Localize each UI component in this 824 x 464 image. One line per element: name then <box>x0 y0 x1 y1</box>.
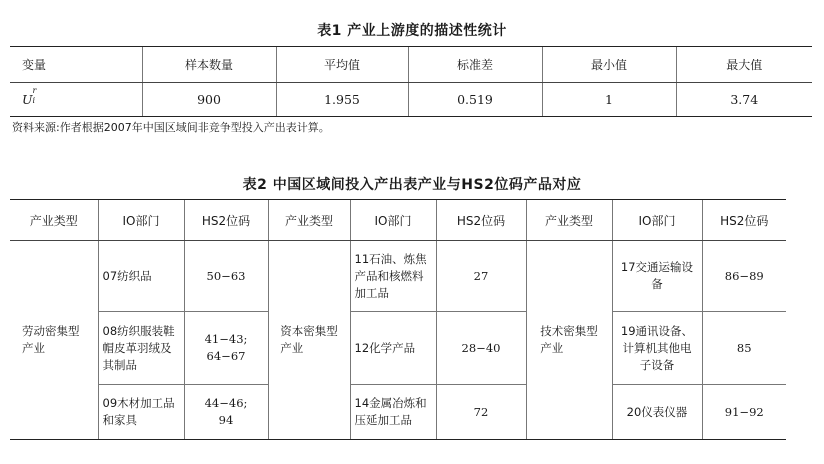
variable-superscript: r <box>32 86 37 95</box>
io-sector-cell: 19通讯设备、 计算机其他电 子设备 <box>612 312 702 385</box>
sd-cell: 0.519 <box>408 83 542 117</box>
header-industry-type: 产业类型 <box>526 200 612 241</box>
header-industry-type: 产业类型 <box>268 200 350 241</box>
table-row <box>10 83 812 117</box>
table1-title: 表1 产业上游度的描述性统计 <box>317 23 507 39</box>
hs2-code-cell: 41−43; 64−67 <box>184 312 268 385</box>
io-sector-cell: 09木材加工品 和家具 <box>98 385 184 440</box>
hs2-code-cell: 44−46; 94 <box>184 385 268 440</box>
header-io-sector: IO部门 <box>612 200 702 241</box>
io-sector-cell: 20仪表仪器 <box>612 385 702 440</box>
table-row <box>10 312 786 385</box>
industry-type-labor: 劳动密集型 产业 <box>10 241 98 440</box>
descriptive-stats-table <box>10 46 812 117</box>
header-std-dev: 标准差 <box>408 47 542 83</box>
header-hs2-code: HS2位码 <box>436 200 526 241</box>
header-io-sector: IO部门 <box>350 200 436 241</box>
table-row <box>10 241 786 312</box>
header-industry-type: 产业类型 <box>10 200 98 241</box>
header-max: 最大值 <box>676 47 812 83</box>
header-min: 最小值 <box>542 47 676 83</box>
hs2-code-cell: 86−89 <box>702 241 786 312</box>
hs2-code-cell: 91−92 <box>702 385 786 440</box>
hs2-code-cell: 50−63 <box>184 241 268 312</box>
hs2-code-cell: 27 <box>436 241 526 312</box>
hs2-code-cell: 28−40 <box>436 312 526 385</box>
variable-symbol: U <box>22 92 33 107</box>
count-cell: 900 <box>142 83 276 117</box>
min-cell: 1 <box>542 83 676 117</box>
table2-header-row <box>10 200 786 241</box>
io-sector-cell: 07纺织品 <box>98 241 184 312</box>
max-cell: 3.74 <box>676 83 812 117</box>
io-sector-cell: 17交通运输设 备 <box>612 241 702 312</box>
io-sector-cell: 08纺织服装鞋 帽皮革羽绒及 其制品 <box>98 312 184 385</box>
industry-type-technology: 技术密集型 产业 <box>526 241 612 440</box>
header-sample-count: 样本数量 <box>142 47 276 83</box>
hs2-code-cell: 85 <box>702 312 786 385</box>
source-note: 资料来源:作者根据2007年中国区域间非竞争型投入产出表计算。 <box>12 121 330 134</box>
io-sector-cell: 12化学产品 <box>350 312 436 385</box>
io-sector-cell: 14金属冶炼和 压延加工品 <box>350 385 436 440</box>
header-mean: 平均值 <box>276 47 408 83</box>
mean-cell: 1.955 <box>276 83 408 117</box>
header-hs2-code: HS2位码 <box>702 200 786 241</box>
header-io-sector: IO部门 <box>98 200 184 241</box>
industry-type-capital: 资本密集型 产业 <box>268 241 350 440</box>
header-hs2-code: HS2位码 <box>184 200 268 241</box>
io-hs2-mapping-table <box>10 199 786 440</box>
io-sector-cell: 11石油、炼焦 产品和核燃料 加工品 <box>350 241 436 312</box>
header-variable: 变量 <box>10 47 142 83</box>
table2-title: 表2 中国区域间投入产出表产业与HS2位码产品对应 <box>242 177 582 193</box>
hs2-code-cell: 72 <box>436 385 526 440</box>
table-row <box>10 385 786 440</box>
variable-subscript: i <box>32 96 36 105</box>
variable-cell <box>10 83 142 117</box>
table1-header-row <box>10 47 812 83</box>
